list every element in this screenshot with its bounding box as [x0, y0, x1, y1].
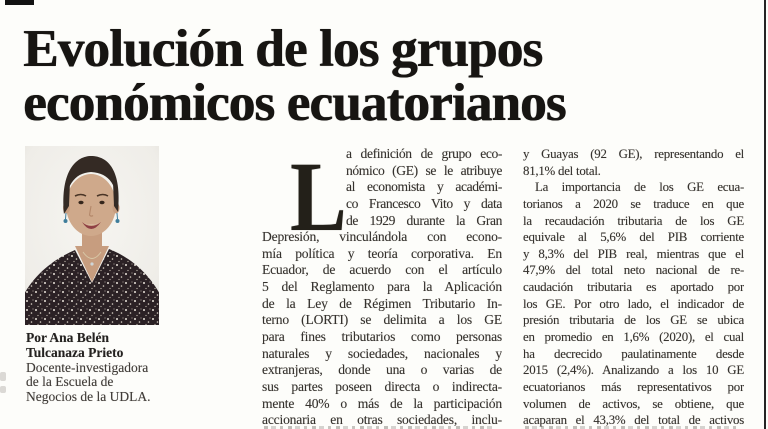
article-line: ha decrecido paulatinamente desde: [523, 346, 744, 361]
article-line: de 1929 durante la Gran: [346, 212, 502, 228]
article-line: accionaria en otras sociedades, inclu-: [262, 412, 502, 428]
article-line: naturales y sociedades, nacionales y: [262, 345, 502, 361]
article-line: nómico (GE) se le atribuye: [346, 162, 502, 178]
article-line: Ecuador, de acuerdo con el artículo: [262, 262, 502, 278]
article-line: Depresión, vinculándola con econo-: [262, 229, 502, 245]
article-line: co Francesco Vito y data: [346, 195, 502, 211]
article-headline: [23, 22, 743, 130]
byline-line-2: Tulcanaza Prieto: [26, 344, 124, 360]
article-line: para fines tributarios como personas: [262, 329, 502, 345]
author-photo: [25, 146, 159, 325]
author-role-line-1: Docente-investigadora: [26, 359, 149, 375]
article-line: caudación tributaria es aportado por: [523, 280, 744, 295]
article-line: 5 del Reglamento para la Aplicación: [262, 279, 502, 295]
drop-cap: L: [290, 141, 347, 252]
article-line: equivale al 5,6% del PIB corriente: [523, 230, 744, 245]
article-column-middle: [262, 141, 502, 429]
article-column-right: [523, 146, 744, 429]
scan-artifact: [0, 372, 6, 381]
article-line: 81,1% del total.: [523, 163, 601, 178]
article-line: de la Ley de Régimen Tributario In-: [262, 295, 502, 311]
page-edge-rule: [764, 0, 766, 429]
article-line: sus partes poseen directa o indirecta-: [262, 378, 502, 394]
article-line: volumen de activos, se obtiene, que: [523, 396, 744, 411]
scan-artifact: [0, 386, 6, 393]
article-line: ecuatorianos más representativos por: [523, 379, 744, 394]
photo-eyes: [78, 201, 83, 204]
author-role-line-3: Negocios de la UDLA.: [26, 389, 151, 405]
article-line: 2015 (2,4%). Analizando a los 10 GE: [523, 363, 744, 378]
article-line: al economista y académi-: [346, 179, 502, 195]
article-line: los GE. Por otro lado, el indicador de: [523, 296, 744, 311]
article-line: mía política y teoría corporativa. En: [262, 245, 502, 261]
article-line: en promedio en 1,6% (2020), el cual: [523, 330, 744, 345]
article-line: extranjeras, donde una o varias de: [262, 362, 502, 378]
byline-line-1: Por Ana Belén: [26, 330, 110, 345]
article-line: presión tributaria de los GE se ubica: [523, 313, 744, 328]
article-line: acaparan el 43,3% del total de activos: [523, 413, 744, 428]
article-line: 47,9% del total neto nacional de re-: [523, 263, 744, 278]
article-line: a definición de grupo eco-: [346, 146, 502, 161]
author-byline-block: [26, 331, 241, 405]
headline-line-1: Evolución de los grupos: [23, 20, 543, 78]
author-portrait-illustration: [25, 146, 159, 325]
article-line: terno (LORTI) se delimita a los GE: [262, 312, 502, 328]
author-role-line-2: de la Escuela de: [26, 374, 114, 390]
photo-earring: [64, 219, 68, 223]
article-line: torianos a 2020 se traduce en que: [523, 196, 744, 211]
headline-line-2: económicos ecuatorianos: [23, 74, 566, 132]
article-line: y Guayas (92 GE), representando el: [523, 147, 744, 161]
article-line: la recaudación tributaria de los GE: [523, 213, 744, 228]
corner-tick-mark: [5, 0, 34, 5]
article-line: La importancia de los GE ecua-: [535, 180, 744, 195]
article-line: y 8,3% del PIB real, mientras que el: [523, 246, 744, 261]
article-line: mente 40% o más de la participación: [262, 395, 502, 411]
